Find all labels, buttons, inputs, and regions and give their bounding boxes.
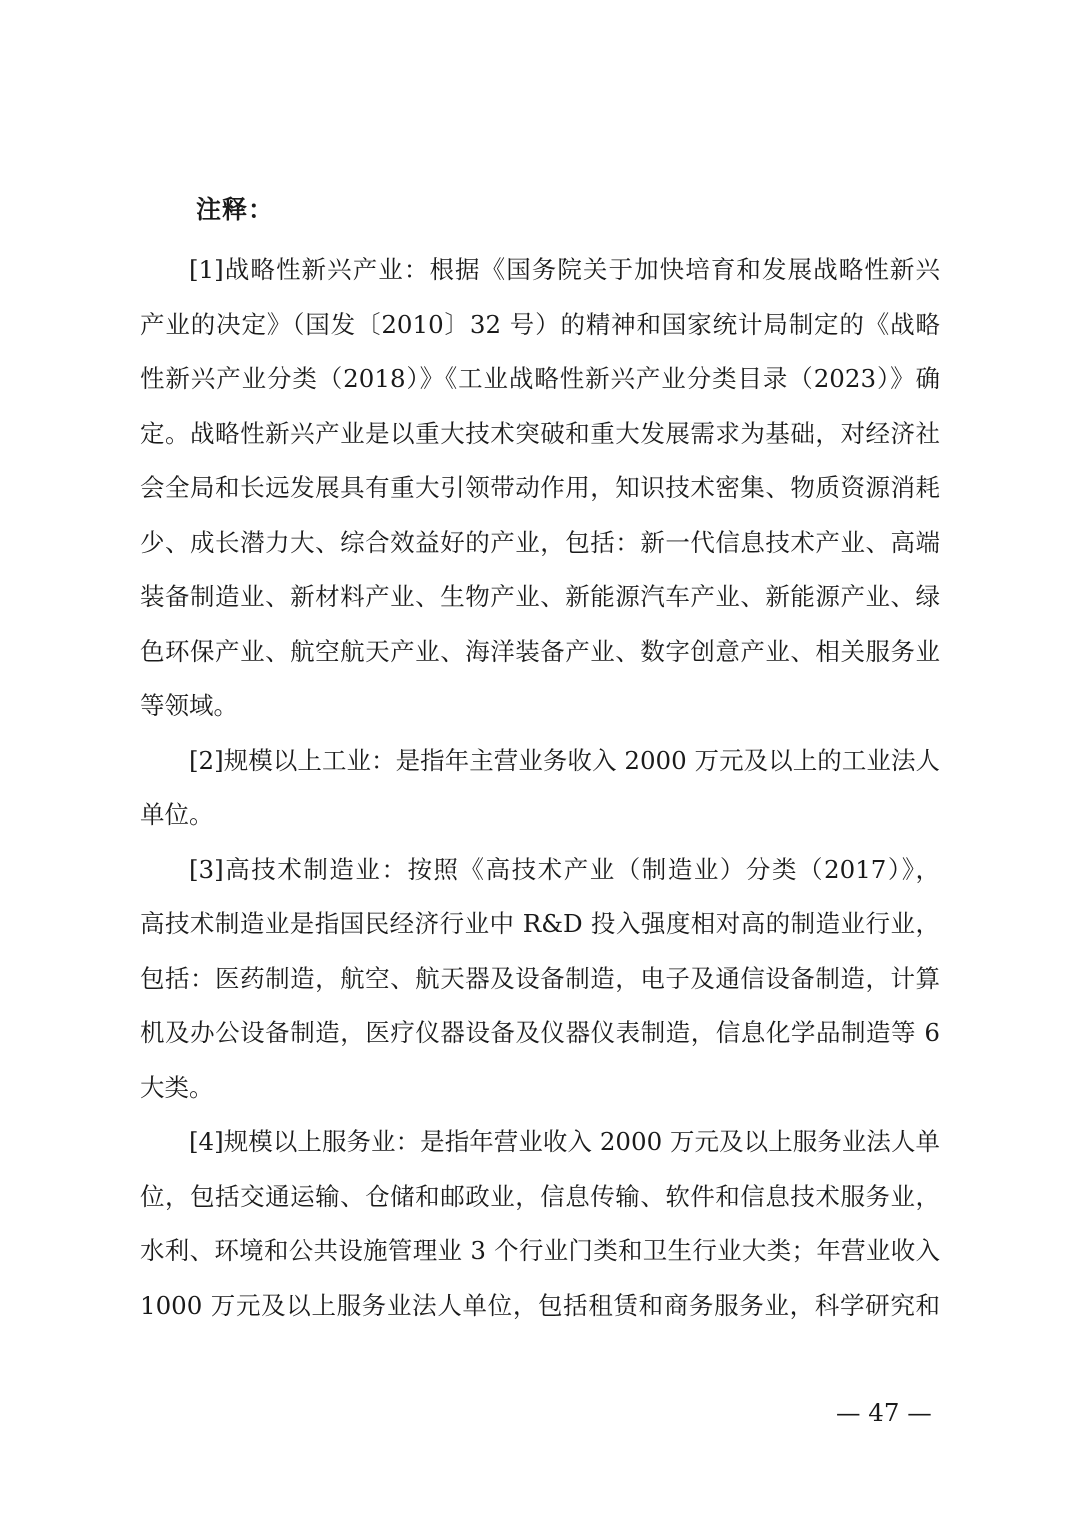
note-line: [3]高技术制造业：按照《高技术产业（制造业）分类（2017）》，	[189, 854, 940, 884]
note-line: 大类。	[140, 1072, 214, 1102]
note-2	[140, 734, 940, 843]
note-line: 等领域。	[140, 691, 238, 720]
note-line: 装备制造业、新材料产业、生物产业、新能源汽车产业、新能源产业、绿	[140, 582, 940, 611]
note-line: 性新兴产业分类（2018）》《工业战略性新兴产业分类目录（2023）》确	[140, 364, 940, 393]
note-line: 机及办公设备制造，医疗仪器设备及仪器仪表制造，信息化学品制造等 6	[140, 1018, 940, 1047]
note-line: [2]规模以上工业：是指年主营业务收入 2000 万元及以上的工业法人	[189, 745, 940, 775]
note-line: 少、成长潜力大、综合效益好的产业，包括：新一代信息技术产业、高端	[140, 527, 940, 557]
note-line: 定。战略性新兴产业是以重大技术突破和重大发展需求为基础，对经济社	[140, 418, 940, 448]
note-line: [4]规模以上服务业：是指年营业收入 2000 万元及以上服务业法人单	[189, 1127, 940, 1156]
note-line: 水利、环境和公共设施管理业 3 个行业门类和卫生行业大类；年营业收入	[140, 1236, 940, 1265]
page-number: — 47 —	[836, 1398, 932, 1427]
note-line: 高技术制造业是指国民经济行业中 R&D 投入强度相对高的制造业行业，	[140, 909, 940, 938]
note-line: 单位。	[140, 800, 214, 829]
note-3	[140, 843, 940, 1116]
note-line: 1000 万元及以上服务业法人单位，包括租赁和商务服务业，科学研究和	[140, 1290, 940, 1320]
note-line: 位，包括交通运输、仓储和邮政业，信息传输、软件和信息技术服务业，	[140, 1181, 940, 1211]
note-line: 产业的决定》（国发〔2010〕32 号）的精神和国家统计局制定的《战略	[140, 309, 940, 339]
note-line: 色环保产业、航空航天产业、海洋装备产业、数字创意产业、相关服务业	[140, 636, 940, 666]
note-line: 包括：医药制造，航空、航天器及设备制造，电子及通信设备制造，计算	[140, 963, 940, 993]
note-line: [1]战略性新兴产业：根据《国务院关于加快培育和发展战略性新兴	[189, 255, 940, 284]
note-1	[140, 243, 940, 734]
notes-body	[140, 243, 940, 1333]
note-line: 会全局和长远发展具有重大引领带动作用，知识技术密集、物质资源消耗	[140, 473, 940, 502]
notes-heading: 注释：	[196, 195, 275, 224]
note-4	[140, 1115, 940, 1333]
